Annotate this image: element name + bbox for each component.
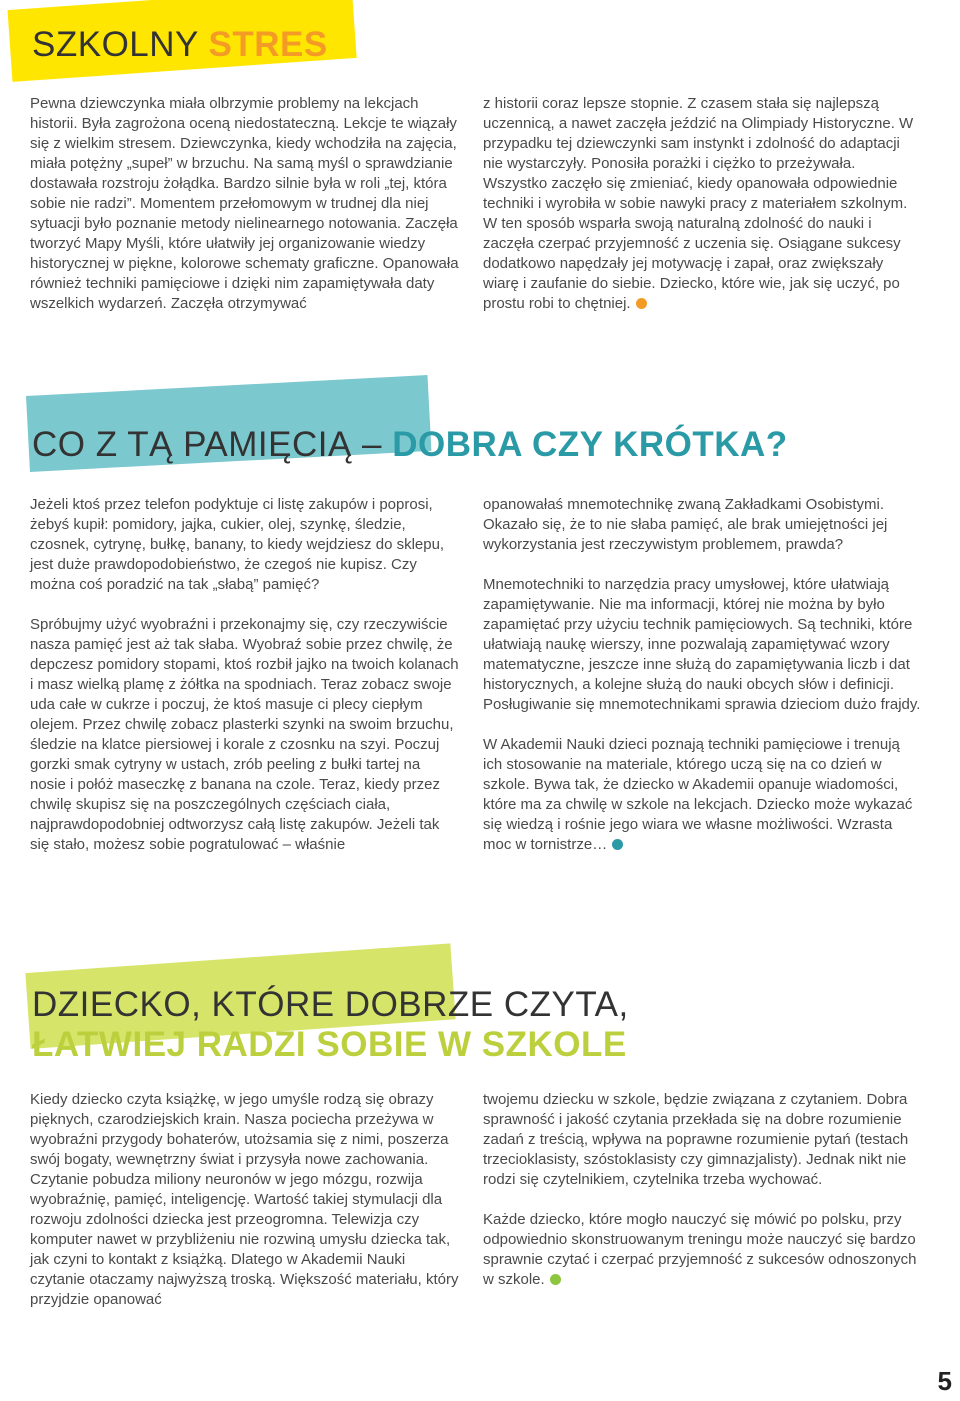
- end-dot-icon: [636, 298, 647, 309]
- paragraph: Pewna dziewczynka miała olbrzymie problemy na lekcjach historii. Była zagrożona oceną niedostateczną. Lekcje te wiązały się z wielkim stresem. Dziewczynka, kiedy wchodziła na zajęcia, miała potężny „supeł” w brzuchu. Na samą myśl o sprawdzianie dostawała rozstroju żołądka. Bardzo silnie była w roli „tej, która sobie nie radzi”. Momentem przełomowym w trudnej dla niej sytuacji było poznanie metody nielinearnego notowania. Zaczęła tworzyć Mapy Myśli, które ułatwiły jej organizowanie wiedzy historycznej w piękne, kolorowe schematy graficzne. Opanowała również techniki pamięciowe i dzięki nim zapamiętywała daty wszelkich wydarzeń. Zaczęła otrzymywać: [30, 95, 459, 312]
- section1-left-column: [30, 94, 460, 314]
- section1-right-column: [483, 94, 923, 314]
- page-number: 5: [937, 1366, 952, 1396]
- title-accent-part: STRES: [208, 25, 328, 64]
- title-line-2: ŁATWIEJ RADZI SOBIE W SZKOLE: [32, 1025, 627, 1064]
- end-dot-icon: [612, 839, 623, 850]
- paragraph: Kiedy dziecko czyta książkę, w jego umyśle rodzą się obrazy pięknych, czarodziejskich krain. Nasza pociecha przeżywa w wyobraźni przygody bohaterów, utożsamia się z nimi, poszerza swój bogaty, wewnętrzny świat i przysyła nowe zachowania. Czytanie pobudza miliony neuronów w jego mózgu, rozwija wyobraźnię, pamięć, inteligencję. Wartość takiej stymulacji dla rozwoju zdolności dziecka jest przeogromna. Telewizja czy komputer nawet w przybliżeniu nie rozwiną umysłu dziecka tak, jak czyni to kontakt z książką. Dlatego w Akademii Nauki czytanie otaczamy najwyższą troską. Większość materiału, który przyjdzie opanować: [30, 1091, 459, 1308]
- paragraph: W Akademii Nauki dzieci poznają techniki pamięciowe i trenują ich stosowanie na materiale, którego uczą się na co dzień w szkole. Bywa tak, że dziecko w Akademii opanuje wiadomości, które ma za chwilę w szkole na lekcjach. Dziecko może wykazać się wiedzą i rośnie jego wiara we własne możliwości. Wzrasta moc w tornistrze…: [483, 736, 913, 853]
- paragraph: Mnemotechniki to narzędzia pracy umysłowej, które ułatwiają zapamiętywanie. Nie ma informacji, której nie można by było zapamiętać przy użyciu technik pamięciowych. Są techniki, które ułatwiają naukę wierszy, inne pozwalają zapamiętywać wzory matematyczne, jeszcze inne służą do zapamiętywania liczb i dat historycznych, a kolejne służą do nauki obcych słów i definicji. Posługiwanie się mnemotechnikami sprawia dzieciom dużo frajdy.: [483, 576, 921, 713]
- title-accent-part: DOBRA CZY KRÓTKA?: [392, 425, 788, 464]
- paragraph: opanowałaś mnemotechnikę zwaną Zakładkami Osobistymi. Okazało się, że to nie słaba pamięć, ale brak umiejętności jej wykorzystania jest rzeczywistym problemem, prawda?: [483, 496, 888, 553]
- section3-right-column: [483, 1090, 923, 1290]
- paragraph: Każde dziecko, które mogło nauczyć się mówić po polsku, przy odpowiednio skonstruowanym treningu może nauczyć się bardzo sprawnie czytać i czerpać przyjemność z sukcesów odnoszonych w szkole.: [483, 1211, 917, 1288]
- title-line-1: DZIECKO, KTÓRE DOBRZE CZYTA,: [32, 985, 629, 1024]
- section2-left-column: [30, 495, 460, 855]
- section2-right-column: [483, 495, 923, 855]
- title-light-part: CO Z TĄ PAMIĘCIĄ –: [32, 425, 393, 464]
- title-light-part: SZKOLNY: [32, 25, 209, 64]
- end-dot-icon: [550, 1274, 561, 1285]
- section3-left-column: [30, 1090, 460, 1310]
- paragraph: twojemu dziecku w szkole, będzie związana z czytaniem. Dobra sprawność i jakość czytania przekłada się na dobre rozumienie zadań z treścią, wpływa na poprawne rozumienie pytań (testach trzecioklasisty, szóstoklasisty czy gimnazjalisty). Jednak nikt nie rodzi się czytelnikiem, czytelnika trzeba wychować.: [483, 1091, 909, 1188]
- section-title-memory: [32, 425, 788, 465]
- paragraph: z historii coraz lepsze stopnie. Z czasem stała się najlepszą uczennicą, a nawet zaczęła jeździć na Olimpiady Historyczne. W przypadku tej dziewczynki sam instynkt i zdolność do adaptacji nie wystarczyły. Ponosiła porażki i ciężko to przeżywała. Wszystko zaczęło się zmieniać, kiedy opanowała odpowiednie techniki i wyrobiła w sobie nawyki pracy z materiałem szkolnym. W ten sposób wsparła swoją naturalną zdolność do nauki i zaczęła czerpać przyjemność z uczenia się. Osiągane sukcesy dodatkowo napędzały jej motywację i zapał, oraz zwiększały wiarę i zaufanie do siebie. Dziecko, które wie, jak się uczyć, po prostu robi to chętniej.: [483, 95, 914, 312]
- paragraph: Jeżeli ktoś przez telefon podyktuje ci listę zakupów i poprosi, żebyś kupił: pomidory, jajka, cukier, olej, szynkę, śledzie, czosnek, cytrynę, bułkę, banany, to kiedy wejdziesz do sklepu, jest duże prawdopodobieństwo, że czegoś nie kupisz. Czy można coś poradzić na tak „słabą” pamięć?: [30, 496, 445, 593]
- section-title-reading: [32, 985, 629, 1065]
- section-title-school-stress: [32, 25, 328, 65]
- paragraph: Spróbujmy użyć wyobraźni i przekonajmy się, czy rzeczywiście nasza pamięć jest aż tak słaba. Wyobraź sobie przez chwilę, że depczesz pomidory stopami, ktoś rozbił jajko na twoich kolanach i masz wielką plamę z żółtka na spodniach. Teraz zobacz swoje uda całe w cukrze i poczuj, że ktoś masuje ci plecy ciepłym olejem. Przez chwilę zobacz plasterki szynki na swoim brzuchu, śledzie na klatce piersiowej i korale z czosnku na szyi. Poczuj gorzki smak cytryny w ustach, zrób peeling z bułki tartej na nosie i połóż maseczkę z banana na czole. Teraz, kiedy przez chwilę skupisz się na poszczególnych częściach ciała, najprawdopodobniej odtworzysz całą listę zakupów. Jeżeli tak się stało, możesz sobie pogratulować – właśnie: [30, 616, 459, 853]
